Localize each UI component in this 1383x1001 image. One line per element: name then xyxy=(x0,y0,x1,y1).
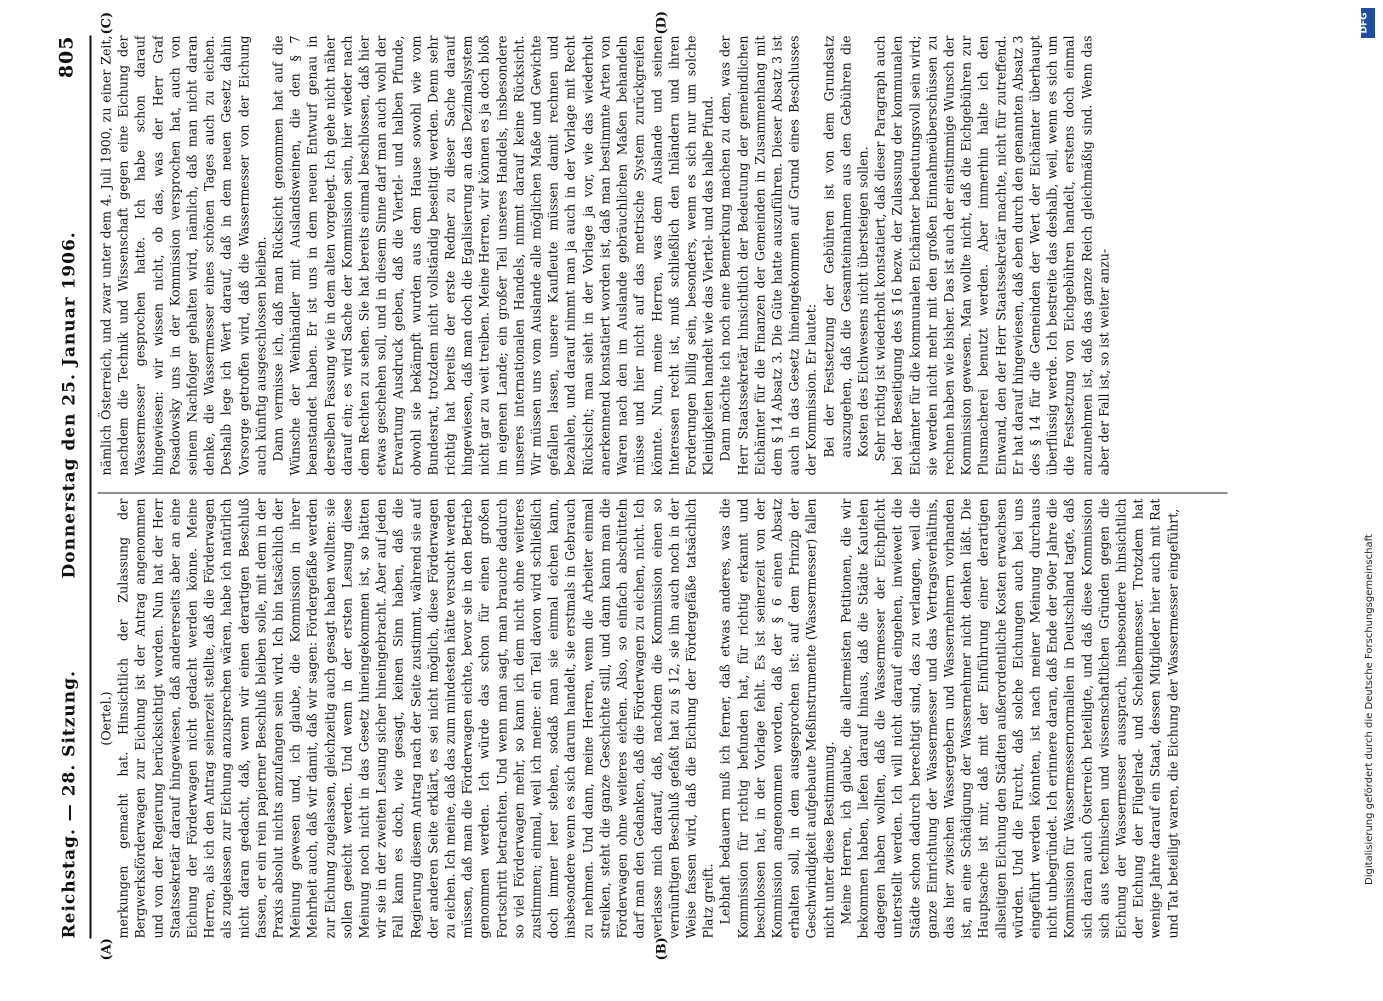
rotated-document-page xyxy=(0,1,1383,1001)
marker-d: (D) xyxy=(654,10,670,35)
quoted-clause: Bei der Festsetzung der Gebühren ist von dem Grundsatz auszugehen, daß die Gesamteinnahmen aus den Gebühren die Kosten des Eichwesens nicht übersteigen sollen. xyxy=(821,35,871,458)
marker-c: (C) xyxy=(99,11,115,35)
header-left-title: Reichstag. — 28. Sitzung. xyxy=(59,670,80,939)
marker-b: (B) xyxy=(654,937,670,961)
dfg-credit-text: Digitalisierung gefördert durch die Deutsche Forschungsgemeinschaft xyxy=(1364,534,1375,885)
dfg-watermark xyxy=(1359,8,1375,885)
page-header xyxy=(56,36,92,939)
right-paragraph-1: nämlich Österreich, und zwar unter dem 4. Juli 1900, zu einer Zeit, nachdem die Technik und Wissenschaft gegen eine Eichung der Wassermesser gesprochen hatte. Ich habe schon darauf hingewiesen: wir wissen nicht, ob das, was der Herr Graf Posadowsky uns in der Kommission versprochen hat, auch von seinem Nachfolger gehalten wird, nämlich, daß man nicht daran denke, die Wassermesser eines schönen Tages auch zu eichen. Deshalb lege ich Wert darauf, daß in dem neuen Gesetz dahin Vorsorge getroffen wird, daß die Wassermesser von der Eichung auch künftig ausgeschlossen bleiben. xyxy=(98,35,269,476)
right-paragraph-3: Dann möchte ich noch eine Bemerkung machen zu dem, was der Herr Staatssekretär hinsichtlich der Bedeutung der gemeindlichen Eichämter für die Finanzen der Gemeinden in Zusammenhang mit dem § 14 Absatz 3. Die Güte hatte auszuführen. Dieser Absatz 3 ist auch in das Gesetz hineingekommen auf Grund eines Beschlusses der Kommission. Er lautet: xyxy=(717,35,819,476)
right-paragraph-5: Sehr richtig ist wiederholt konstatiert, daß dieser Paragraph auch bei der Beseitigung des § 16 bezw. der Zulassung der kommunalen Eichämter für die kommunalen Eichämter bedeutungsvoll sein wird; sie werden nicht mehr mit den großen Einnahmeüberschüssen zu rechnen haben wie bisher. Das ist auch der einstimmige Wunsch der Kommission gewesen. Man wollte nicht, daß die Eichgebühren zur Plusmacherei benutzt werden. Aber immerhin halte ich den Einwand, den der Herr Staatssekretär machte, nicht für zutreffend. Er hat darauf hingewiesen, daß eben durch den genannten Absatz 3 des § 14 für die Gemeinden der Wert der Eichämter überhaupt überflüssig werde. Ich bestreite das deshalb, weil, wenn es sich um die Festsetzung von Eichgebühren handelt, erstens doch einmal anzunehmen ist, daß das ganze Reich gleichmäßig sind. Wenn das aber der Fall ist, so ist weiter anzu- xyxy=(872,35,1112,476)
left-column xyxy=(98,499,1228,939)
speaker-lead: (Oertel.) xyxy=(98,691,114,746)
page-number: 805 xyxy=(55,35,78,79)
left-paragraph-3: Meine Herren, ich glaube, die allermeisten Petitionen, die wir bekommen haben, liefen darauf hinaus, daß die Städte Kautelen dagegen haben wollten, daß die Wassermesser der Eichpflicht unterstellt werden. Ich will nicht darauf eingehen, inwieweit die Städte schon dadurch berechtigt sind, das zu verlangen, weil die ganze Einrichtung der Wassermesser und das Vertragsverhältnis, das hier zwischen Wassergebern und Wassernehmern vorhanden ist, an eine Schädigung der Wassernehmer nicht denken läßt. Die Hauptsache ist mir, daß mit der Einführung einer derartigen allseitigen Eichung den Städten außerordentliche Kosten erwachsen würden. Und die Furcht, daß solche Eichungen auch bei uns eingeführt werden könnten, ist nach meiner Meinung durchaus nicht unbegründet. Ich erinnere daran, daß Ende der 90er Jahre die Kommission für Wassermessernormalien in Deutschland tagte, daß sich daran auch Österreich beteiligte, und daß diese Kommission sich aus technischen und wissenschaftlichen Gründen gegen die Eichung der Wassermesser aussprach, insbesondere hinsichtlich der Eichung der Flügelrad- und Scheibenmesser. Trotzdem hat wenige Jahre darauf ein Staat, dessen Mitglieder hier auch mit Rat und Tat beteiligt waren, die Eichung der Wassermesser eingeführt, xyxy=(838,498,1181,939)
left-paragraph-2: Lebhaft bedauern muß ich ferner, daß etwas anderes, was die Kommission für richtig befunden hat, für richtig erkannt und beschlossen hat, in der Vorlage fehlt. Es ist seinerzeit von der Kommission angenommen worden, daß der § 6 einen Absatz erhalten soll, in dem ausgesprochen ist: auf dem Prinzip der Geschwindigkeit aufgebaute Meßinstrumente (Wassermesser) fallen nicht unter diese Bestimmung. xyxy=(717,498,837,939)
marker-a: (A) xyxy=(99,938,115,961)
left-paragraph-1: merkungen gemacht hat. Hinsichtlich der Zulassung der Bergwerksförderwagen zur Eichung ist der Antrag angenommen und von der Regierung berücksichtigt worden. Nun hat der Herr Staatssekretär darauf hingewiesen, daß andererseits aber an eine Eichung der Förderwagen nicht gedacht werden könne. Meine Herren, als ich den Antrag seinerzeit stellte, daß die Förderwagen als zugelassen zur Eichung anzusprechen wären, habe ich natürlich nicht daran gedacht, daß, wenn wir einen derartigen Beschluß fassen, er ein rein papierner Beschluß bleiben solle, mit dem in der Praxis absolut nichts anzufangen sein wird. Ich bin tatsächlich der Meinung gewesen und, ich glaube, die Kommission in ihrer Mehrheit auch, daß wir damit, daß wir sagen: Fördergefäße werden zur Eichung zugelassen, gleichzeitig auch gesagt haben wollten: sie sollen geeicht werden. Und wenn in der ersten Lesung diese Meinung noch nicht in das Gesetz hineingekommen ist, so hätten wir sie in der zweiten Lesung sicher hineingebracht. Aber auf jeden Fall kann es doch, wie gesagt, keinen Sinn haben, daß die Regierung diesem Antrag nach der Seite zustimmt, während sie auf der anderen Seite erklärt, es sei nicht möglich, diese Förderwagen zu eichen. Ich meine, daß das zum mindesten hätte versucht werden müssen, daß man die Förderwagen eichte, bevor sie in den Betrieb genommen werden. Ich würde das schon für einen großen Fortschritt betrachten. Und wenn man sagt, man brauche dadurch so viel Förderwagen mehr, so kann ich dem nicht ohne weiteres zustimmen; einmal, weil ich meine: ein Teil davon wird schließlich doch immer leer stehen, sodaß man sie einmal eichen kann, insbesondere wenn es sich darum handelt, sie erstmals in Gebrauch zu nehmen. Und dann, meine Herren, wenn die Arbeiter einmal streiken, steht die ganze Geschichte still, und dann kann man die Förderwagen ohne weiteres eichen. Also, so einfach abschütteln darf man den Gedanken, daß die Förderwagen zu eichen, nicht. Ich verlasse mich darauf, daß, nachdem die Kommission einen so vernünftigen Beschluß gefaßt hat zu § 12, sie ihn auch noch in der Weise fassen wird, daß die Eichung der Fördergefäße tatsächlich Platz greift. xyxy=(115,498,716,939)
right-paragraph-2: Dann vermisse ich, daß man Rücksicht genommen hat auf die Wünsche der Weinhändler mit Auslandsweinen, die den § 7 beanstandet haben. Er ist uns in dem neuen Entwurf genau in derselben Fassung wie in dem alten vorgelegt. Ich gehe nicht näher darauf ein; es wird Sache der Kommission sein, hier wieder nach dem Rechten zu sehen. Sie hat bereits einmal beschlossen, daß hier etwas geschehen soll, und in diesem Sinne darf man auch wohl der Erwartung Ausdruck geben, daß die Viertel- und halben Pfunde, obwohl sie bekämpft wurden aus dem Hause sowohl wie vom Bundesrat, trotzdem nicht vollständig beseitigt werden. Denn sehr richtig hat bereits der erste Redner zu dieser Sache darauf hingewiesen, daß man doch die Egalisierung an das Dezimalsystem nicht gar zu weit treiben. Meine Herren, wir können es ja doch bloß im eigenen Lande; ein großer Teil unseres Handels, insbesondere unseres internationalen Handels, nimmt darauf keine Rücksicht. Wir müssen uns vom Auslande alle möglichen Maße und Gewichte gefallen lassen, unsere Kaufleute müssen damit rechnen und bezahlen, und darauf nimmt man ja auch in der Vorlage mit Recht Rücksicht; man sieht in der Vorlage ja vor, wie das wiederholt anerkennend konstatiert worden ist, daß man bestimmte Arten von Waren nach den im Auslande gebräuchlichen Maßen behandeln müsse und hier nicht auf das metrische System zurückgreifen könnte. Nun, meine Herren, was dem Auslande und seinen Interessen recht ist, muß schließlich den Inländern und ihren Forderungen billig sein, besonders, wenn es sich nur um solche Kleinigkeiten handelt wie das Viertel- und das halbe Pfund. xyxy=(270,35,716,476)
column-divider xyxy=(98,493,1228,494)
right-column xyxy=(98,36,1228,476)
dfg-logo: DFG xyxy=(1361,8,1375,38)
header-date: Donnerstag den 25. Januar 1906. xyxy=(59,231,80,579)
